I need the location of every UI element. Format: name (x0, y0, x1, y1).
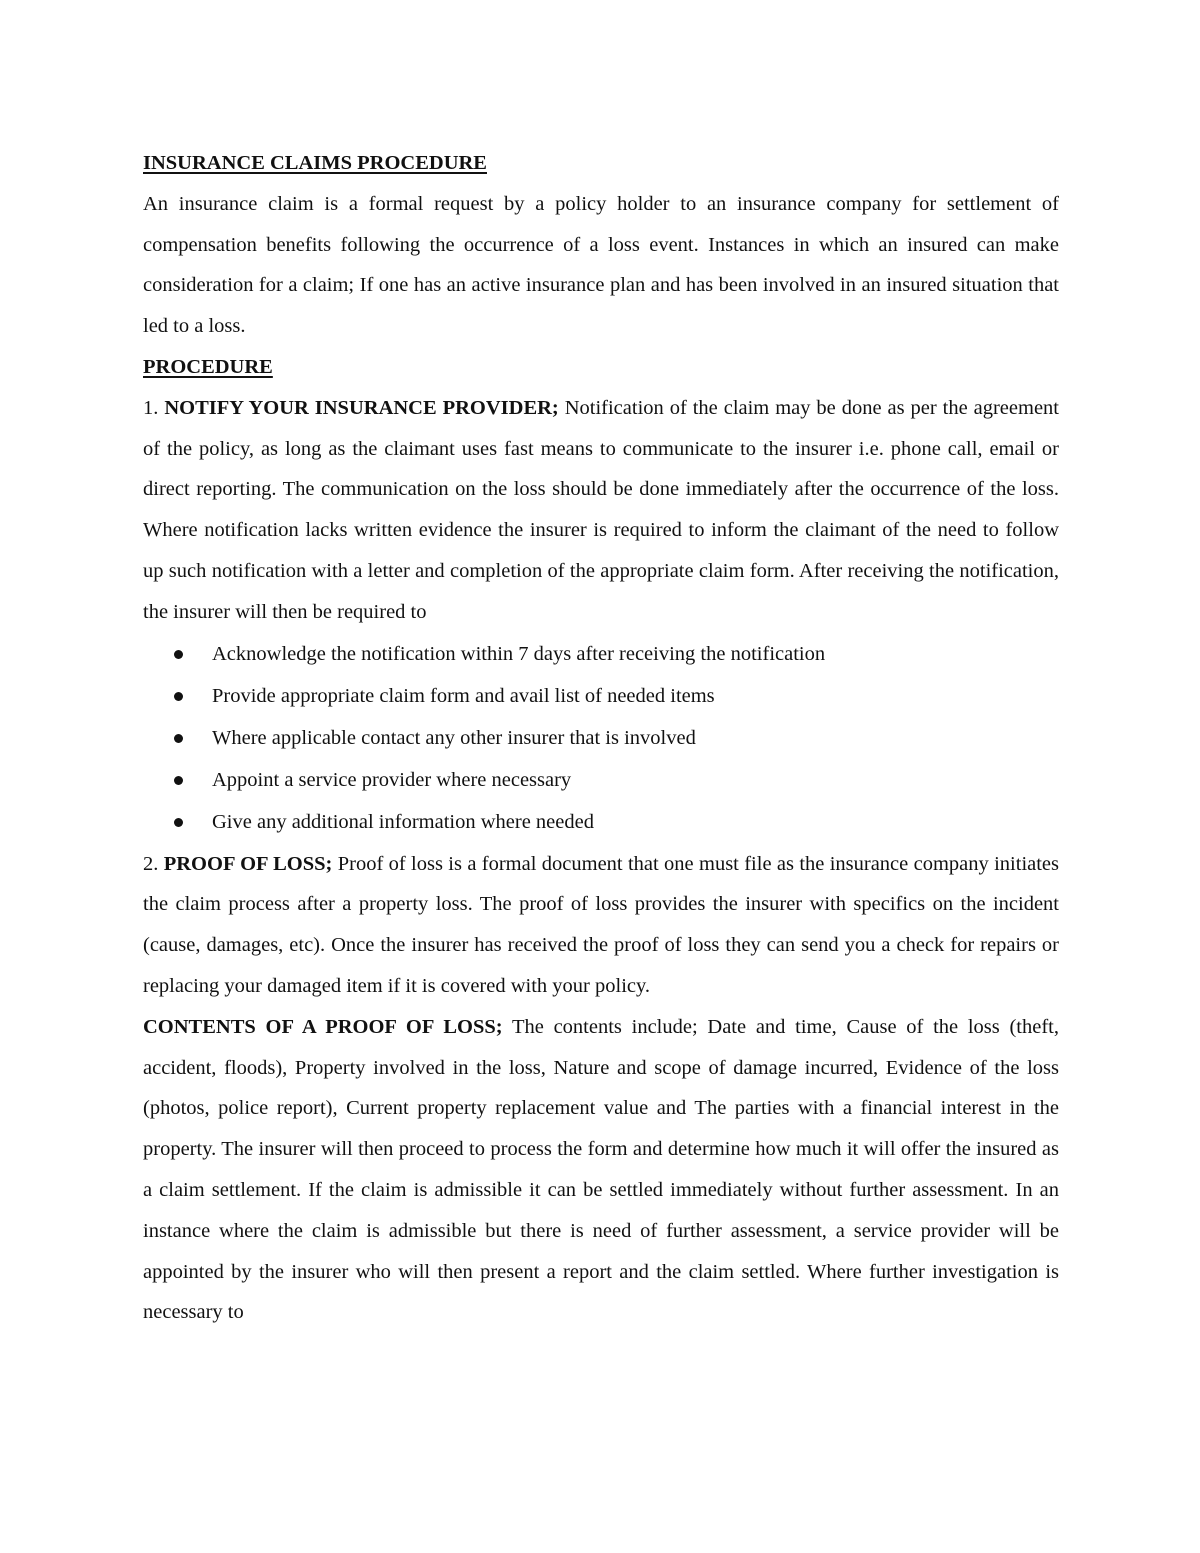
list-item-text: Provide appropriate claim form and avail list of needed items (212, 684, 715, 707)
step-1-number: 1. (143, 396, 165, 419)
contents-title: CONTENTS OF A PROOF OF LOSS; (143, 1015, 503, 1038)
list-item-text: Give any additional information where needed (212, 811, 594, 834)
list-item-text: Acknowledge the notification within 7 days after receiving the notification (212, 642, 826, 665)
step-1-paragraph (143, 388, 1059, 633)
step-2-title: PROOF OF LOSS; (163, 852, 333, 875)
list-item-text: Appoint a service provider where necessary (212, 769, 572, 792)
step-2-paragraph (143, 844, 1059, 1007)
bullet-icon (174, 776, 183, 785)
step-2-text: Proof of loss is a formal document that one must file as the insurance company initiates the claim process after a property loss. The proof of loss provides the insurer with specifics on the incident (cause, damages, etc). Once the insurer has received the proof of loss they can send you a check for repairs or replacing your damaged item if it is covered with your policy. (143, 852, 1060, 997)
contents-text: The contents include; Date and time, Cause of the loss (theft, accident, floods), Property involved in the loss, Nature and scope of damage incurred, Evidence of the loss (photos, police report), Current property replacement value and The parties with a financial interest in the property. The insurer will then proceed to process the form and determine how much it will offer the insured as a claim settlement. If the claim is admissible it can be settled immediately without further assessment. In an instance where the claim is admissible but there is need of further assessment, a service provider will be appointed by the insurer who will then present a report and the claim settled. Where further investigation is necessary to (143, 1015, 1059, 1324)
step-1-title: NOTIFY YOUR INSURANCE PROVIDER; (164, 396, 559, 419)
contents-paragraph (143, 1007, 1059, 1333)
list-item (143, 633, 1059, 675)
bullet-icon (174, 818, 183, 827)
procedure-heading: PROCEDURE (143, 355, 273, 378)
list-item (143, 759, 1059, 801)
intro-paragraph: An insurance claim is a formal request by a policy holder to an insurance company for settlement of compensation benefits following the occurrence of a loss event. Instances in which an insured can make consideration for a claim; If one has an active insurance plan and has been involved in an insured situation that led to a loss. (143, 192, 1059, 338)
document-page (143, 143, 1059, 1333)
bullet-icon (174, 692, 183, 701)
bullet-icon (174, 734, 183, 743)
list-item (143, 675, 1059, 717)
document-title: INSURANCE CLAIMS PROCEDURE (143, 152, 487, 174)
list-item-text: Where applicable contact any other insurer that is involved (212, 726, 696, 749)
step-1-text: Notification of the claim may be done as per the agreement of the policy, as long as the claimant uses fast means to communicate to the insurer i.e. phone call, email or direct reporting. The communication on the loss should be done immediately after the occurrence of the loss. Where notification lacks written evidence the insurer is required to inform the claimant of the need to follow up such notification with a letter and completion of the appropriate claim form. After receiving the notification, the insurer will then be required to (143, 396, 1059, 623)
bullet-icon (174, 650, 183, 659)
list-item (143, 801, 1059, 843)
step-2-number: 2. (143, 852, 164, 875)
list-item (143, 717, 1059, 759)
step-1-bullet-list (143, 633, 1059, 844)
